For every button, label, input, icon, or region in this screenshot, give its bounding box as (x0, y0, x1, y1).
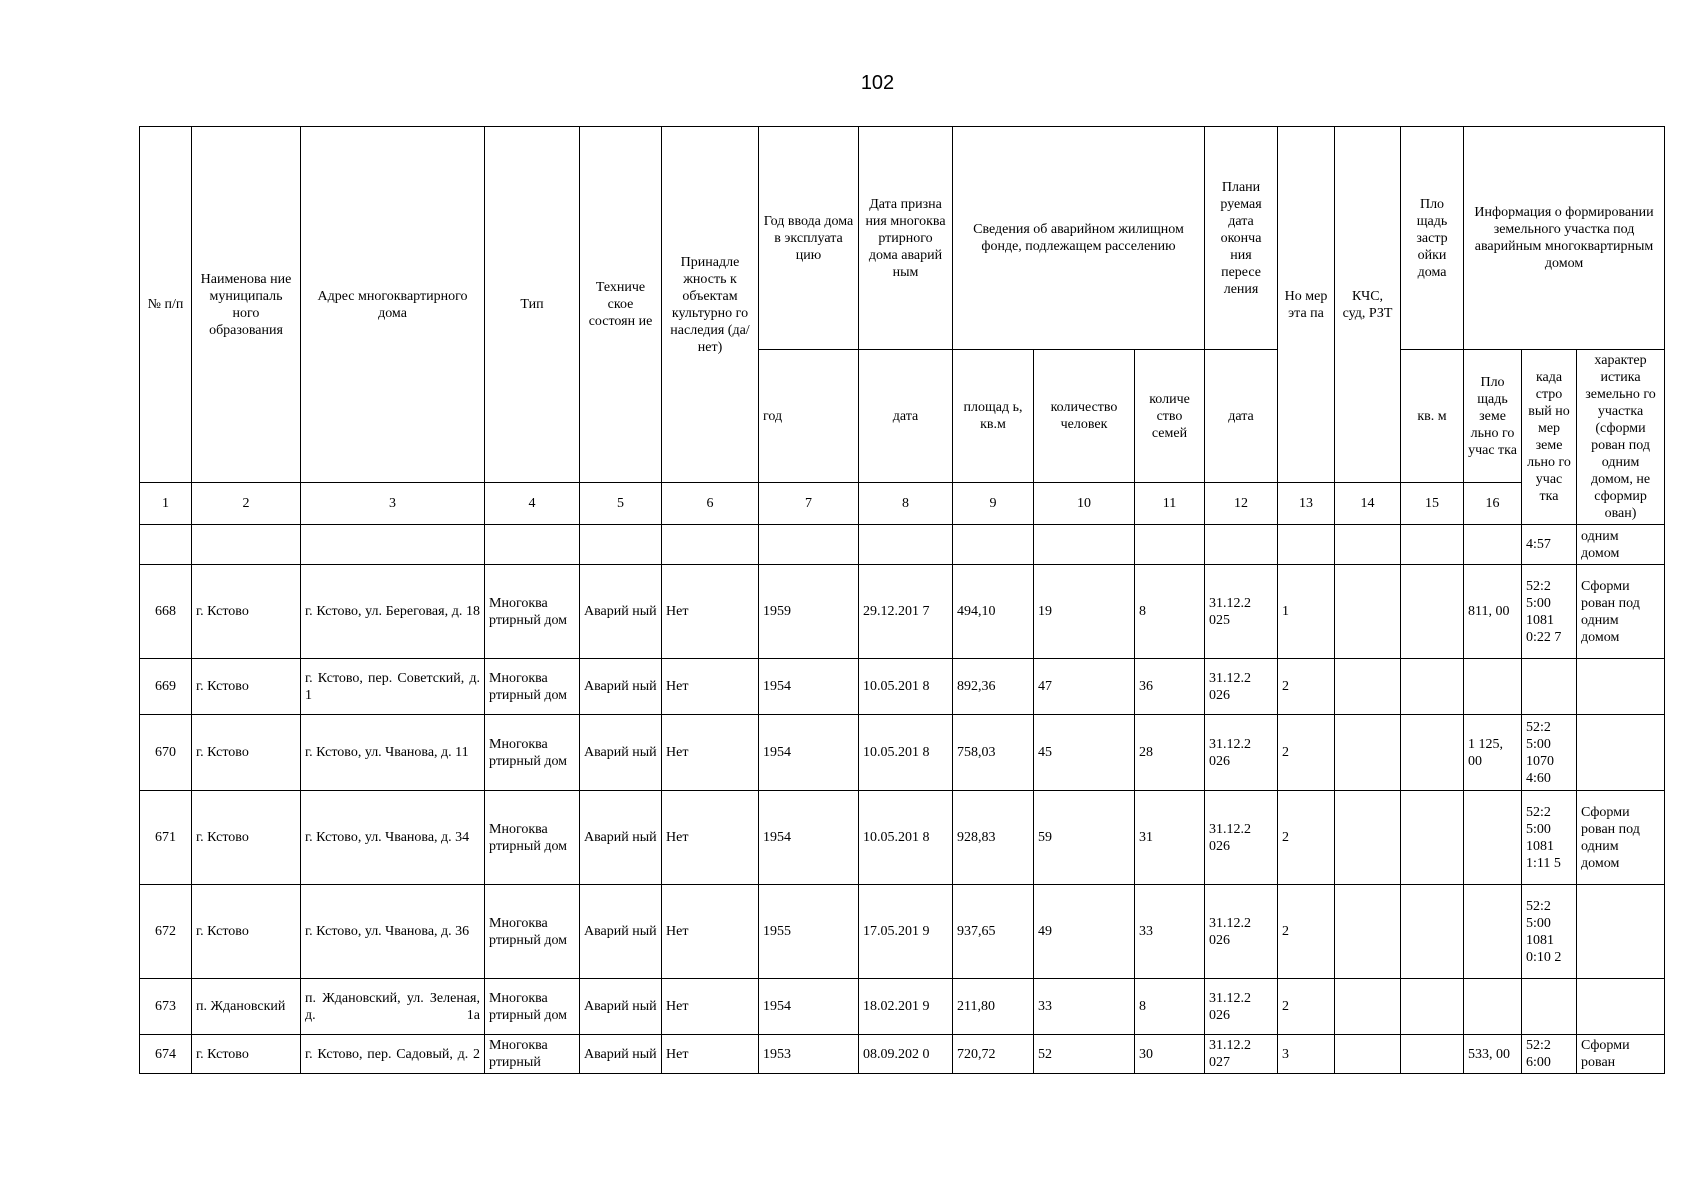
cell-stage: 2 (1278, 659, 1335, 715)
column-number: 8 (859, 483, 953, 525)
cell-people: 19 (1034, 565, 1135, 659)
cell-kchs (1335, 659, 1401, 715)
table-row (140, 979, 1665, 1035)
cell-kchs (1335, 715, 1401, 791)
header-cadastral-number: када стро вый но мер земе льно го учас тка (1522, 350, 1577, 525)
cell-planned-date: 31.12.2 025 (1205, 565, 1278, 659)
header-recognition-date: Дата призна ния многоква ртирного дома аварий ным (859, 127, 953, 350)
header-stage: Но мер эта па (1278, 127, 1335, 483)
cell-stage: 2 (1278, 979, 1335, 1035)
cell-number: 669 (140, 659, 192, 715)
cell-municipality: п. Ждановский (192, 979, 301, 1035)
cell-land-area (1464, 979, 1522, 1035)
table-row (140, 885, 1665, 979)
cell-families: 28 (1135, 715, 1205, 791)
cell-year: 1953 (759, 1035, 859, 1074)
cell-land-characteristic (1577, 979, 1665, 1035)
cell-heritage: Нет (662, 715, 759, 791)
cell-type: Многоква ртирный дом (485, 979, 580, 1035)
cell-families: 36 (1135, 659, 1205, 715)
continuation-characteristic: одним домом (1577, 525, 1665, 565)
cell-number: 673 (140, 979, 192, 1035)
column-number: 14 (1335, 483, 1401, 525)
cell-area: 758,03 (953, 715, 1034, 791)
cell-land-characteristic: Сформи рован (1577, 1035, 1665, 1074)
cell-people: 49 (1034, 885, 1135, 979)
continuation-row (140, 525, 1665, 565)
cell-municipality: г. Кстово (192, 791, 301, 885)
cell-land-area (1464, 885, 1522, 979)
column-number: 7 (759, 483, 859, 525)
column-number: 3 (301, 483, 485, 525)
cell-type: Многоква ртирный дом (485, 715, 580, 791)
cell-land-characteristic (1577, 659, 1665, 715)
cell-land-characteristic: Сформи рован под одним домом (1577, 565, 1665, 659)
cell-building-area (1401, 885, 1464, 979)
column-number: 4 (485, 483, 580, 525)
cell-land-characteristic (1577, 885, 1665, 979)
cell-planned-date: 31.12.2 027 (1205, 1035, 1278, 1074)
column-number: 12 (1205, 483, 1278, 525)
header-number: № п/п (140, 127, 192, 483)
cell-kchs (1335, 1035, 1401, 1074)
emergency-housing-table (139, 126, 1665, 1074)
cell-cadastral-number (1522, 979, 1577, 1035)
column-number: 13 (1278, 483, 1335, 525)
header-heritage: Принадле жность к объектам культурно го наследия (да/нет) (662, 127, 759, 483)
cell-municipality: г. Кстово (192, 885, 301, 979)
header-year: Год ввода дома в эксплуата цию (759, 127, 859, 350)
header-municipality: Наименова ние муниципаль ного образования (192, 127, 301, 483)
cell-building-area (1401, 659, 1464, 715)
cell-recognition-date: 17.05.201 9 (859, 885, 953, 979)
cell-people: 45 (1034, 715, 1135, 791)
cell-kchs (1335, 979, 1401, 1035)
cell-heritage: Нет (662, 885, 759, 979)
column-number: 9 (953, 483, 1034, 525)
cell-land-area (1464, 791, 1522, 885)
cell-land-characteristic (1577, 715, 1665, 791)
cell-heritage: Нет (662, 565, 759, 659)
cell-kchs (1335, 791, 1401, 885)
cell-families: 30 (1135, 1035, 1205, 1074)
header-land-info: Информация о формировании земельного участка под аварийным многоквартирным домом (1464, 127, 1665, 350)
column-number: 16 (1464, 483, 1522, 525)
header-building-area: Пло щадь застр ойки дома (1401, 127, 1464, 350)
header-row-1 (140, 127, 1665, 350)
cell-type: Многоква ртирный (485, 1035, 580, 1074)
cell-tech-state: Аварий ный (580, 715, 662, 791)
cell-recognition-date: 10.05.201 8 (859, 659, 953, 715)
cell-stage: 3 (1278, 1035, 1335, 1074)
cell-cadastral-number: 52:2 6:00 (1522, 1035, 1577, 1074)
cell-families: 33 (1135, 885, 1205, 979)
cell-stage: 2 (1278, 791, 1335, 885)
cell-land-area: 1 125, 00 (1464, 715, 1522, 791)
page-number: 102 (860, 72, 895, 94)
header-people-sub: количество человек (1034, 350, 1135, 483)
cell-families: 8 (1135, 565, 1205, 659)
cell-cadastral-number (1522, 659, 1577, 715)
cell-land-area: 533, 00 (1464, 1035, 1522, 1074)
cell-number: 671 (140, 791, 192, 885)
cell-recognition-date: 10.05.201 8 (859, 791, 953, 885)
table-row (140, 659, 1665, 715)
cell-building-area (1401, 715, 1464, 791)
cell-municipality: г. Кстово (192, 659, 301, 715)
continuation-cadastral: 4:57 (1522, 525, 1577, 565)
cell-cadastral-number: 52:2 5:00 1081 0:22 7 (1522, 565, 1577, 659)
cell-tech-state: Аварий ный (580, 659, 662, 715)
header-area-sub: площад ь, кв.м (953, 350, 1034, 483)
cell-tech-state: Аварий ный (580, 1035, 662, 1074)
cell-municipality: г. Кстово (192, 715, 301, 791)
cell-address: г. Кстово, ул. Чванова, д. 11 (301, 715, 485, 791)
cell-kchs (1335, 885, 1401, 979)
cell-families: 8 (1135, 979, 1205, 1035)
cell-recognition-date: 18.02.201 9 (859, 979, 953, 1035)
column-number: 6 (662, 483, 759, 525)
cell-planned-date: 31.12.2 026 (1205, 791, 1278, 885)
cell-people: 33 (1034, 979, 1135, 1035)
cell-area: 494,10 (953, 565, 1034, 659)
cell-type: Многоква ртирный дом (485, 885, 580, 979)
cell-tech-state: Аварий ный (580, 791, 662, 885)
cell-address: п. Ждановский, ул. Зеленая, д. 1а (301, 979, 485, 1035)
cell-tech-state: Аварий ный (580, 885, 662, 979)
cell-building-area (1401, 979, 1464, 1035)
cell-tech-state: Аварий ный (580, 565, 662, 659)
column-number: 5 (580, 483, 662, 525)
cell-year: 1955 (759, 885, 859, 979)
cell-area: 937,65 (953, 885, 1034, 979)
header-planned-date: Плани руемая дата оконча ния пересе ления (1205, 127, 1278, 350)
cell-stage: 1 (1278, 565, 1335, 659)
cell-address: г. Кстово, ул. Чванова, д. 36 (301, 885, 485, 979)
cell-area: 720,72 (953, 1035, 1034, 1074)
column-numbers-row (140, 483, 1665, 525)
cell-building-area (1401, 1035, 1464, 1074)
cell-number: 668 (140, 565, 192, 659)
cell-type: Многоква ртирный дом (485, 791, 580, 885)
cell-heritage: Нет (662, 979, 759, 1035)
cell-planned-date: 31.12.2 026 (1205, 659, 1278, 715)
cell-number: 674 (140, 1035, 192, 1074)
cell-type: Многоква ртирный дом (485, 565, 580, 659)
table-row (140, 715, 1665, 791)
cell-building-area (1401, 565, 1464, 659)
cell-building-area (1401, 791, 1464, 885)
header-kchs: КЧС, суд, РЗТ (1335, 127, 1401, 483)
cell-recognition-date: 08.09.202 0 (859, 1035, 953, 1074)
cell-recognition-date: 29.12.201 7 (859, 565, 953, 659)
cell-address: г. Кстово, ул. Чванова, д. 34 (301, 791, 485, 885)
cell-type: Многоква ртирный дом (485, 659, 580, 715)
cell-tech-state: Аварий ный (580, 979, 662, 1035)
column-number: 1 (140, 483, 192, 525)
header-housing-info: Сведения об аварийном жилищном фонде, подлежащем расселению (953, 127, 1205, 350)
cell-municipality: г. Кстово (192, 1035, 301, 1074)
header-land-characteristic: характер истика земельно го участка (сформи рован под одним домом, не сформир ован) (1577, 350, 1665, 525)
cell-planned-date: 31.12.2 026 (1205, 979, 1278, 1035)
cell-year: 1954 (759, 979, 859, 1035)
column-number: 2 (192, 483, 301, 525)
cell-heritage: Нет (662, 659, 759, 715)
cell-area: 211,80 (953, 979, 1034, 1035)
header-date-sub: дата (859, 350, 953, 483)
cell-planned-date: 31.12.2 026 (1205, 715, 1278, 791)
cell-cadastral-number: 52:2 5:00 1081 1:11 5 (1522, 791, 1577, 885)
header-land-area: Пло щадь земе льно го учас тка (1464, 350, 1522, 483)
cell-number: 670 (140, 715, 192, 791)
cell-cadastral-number: 52:2 5:00 1081 0:10 2 (1522, 885, 1577, 979)
header-type: Тип (485, 127, 580, 483)
cell-heritage: Нет (662, 791, 759, 885)
cell-people: 59 (1034, 791, 1135, 885)
cell-area: 928,83 (953, 791, 1034, 885)
cell-recognition-date: 10.05.201 8 (859, 715, 953, 791)
cell-land-area: 811, 00 (1464, 565, 1522, 659)
header-planned-date-sub: дата (1205, 350, 1278, 483)
cell-number: 672 (140, 885, 192, 979)
cell-stage: 2 (1278, 715, 1335, 791)
cell-address: г. Кстово, пер. Советский, д. 1 (301, 659, 485, 715)
header-families-sub: количе ство семей (1135, 350, 1205, 483)
table-row (140, 791, 1665, 885)
header-year-sub: год (759, 350, 859, 483)
column-number: 10 (1034, 483, 1135, 525)
cell-kchs (1335, 565, 1401, 659)
cell-address: г. Кстово, пер. Садовый, д. 2 (301, 1035, 485, 1074)
column-number: 11 (1135, 483, 1205, 525)
table-row (140, 1035, 1665, 1074)
cell-land-characteristic: Сформи рован под одним домом (1577, 791, 1665, 885)
header-tech-state: Техниче ское состоян ие (580, 127, 662, 483)
table-row (140, 565, 1665, 659)
cell-people: 52 (1034, 1035, 1135, 1074)
cell-families: 31 (1135, 791, 1205, 885)
cell-heritage: Нет (662, 1035, 759, 1074)
cell-year: 1959 (759, 565, 859, 659)
cell-year: 1954 (759, 791, 859, 885)
cell-year: 1954 (759, 659, 859, 715)
cell-land-area (1464, 659, 1522, 715)
cell-stage: 2 (1278, 885, 1335, 979)
cell-people: 47 (1034, 659, 1135, 715)
cell-year: 1954 (759, 715, 859, 791)
cell-municipality: г. Кстово (192, 565, 301, 659)
cell-address: г. Кстово, ул. Береговая, д. 18 (301, 565, 485, 659)
header-address: Адрес многоквартирного дома (301, 127, 485, 483)
column-number: 15 (1401, 483, 1464, 525)
cell-cadastral-number: 52:2 5:00 1070 4:60 (1522, 715, 1577, 791)
cell-area: 892,36 (953, 659, 1034, 715)
cell-planned-date: 31.12.2 026 (1205, 885, 1278, 979)
header-building-area-unit: кв. м (1401, 350, 1464, 483)
